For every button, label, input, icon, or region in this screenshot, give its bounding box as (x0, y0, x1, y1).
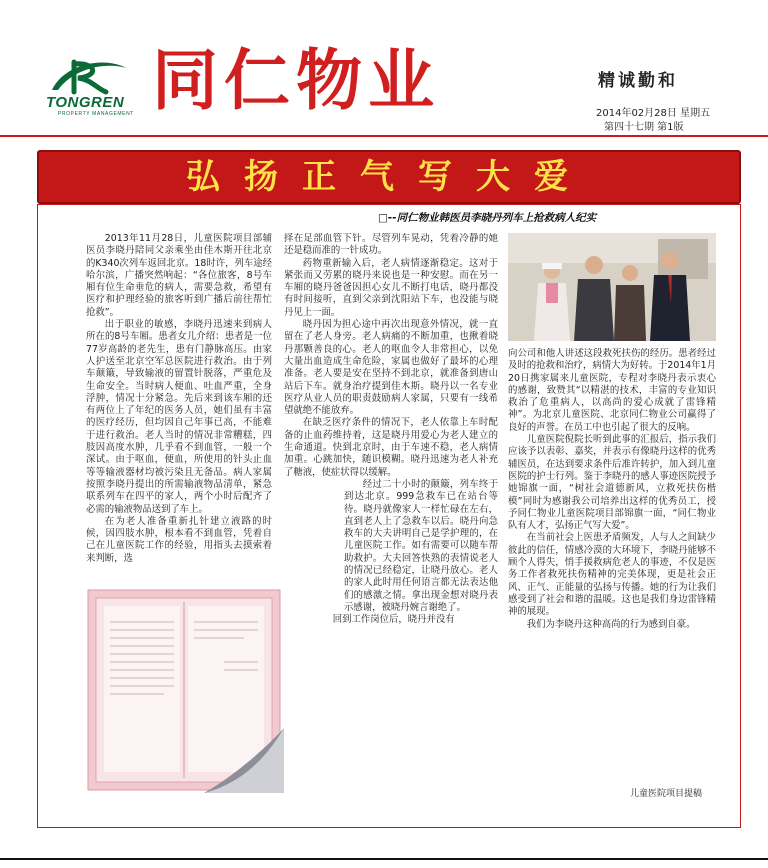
paragraph: 向公司和他人讲述这段救死扶伤的经历。患者经过及时的抢救和治疗，病情大为好转。于2014年1月20日携家属来儿童医院，专程对李晓丹表示衷心的感谢，致赞其“以精湛的技术，丰富的专业知识救治了危重病人，以高尚的爱心成就了雷锋精神”。为北京儿童医院、北京同仁物业公司赢得了良好的声誉。在员工中也引起了很大的反响。 (508, 348, 716, 433)
article-column-2 (284, 233, 498, 833)
masthead-divider (0, 135, 768, 137)
paragraph: 在缺乏医疗条件的情况下，老人依靠上车时配备的止血药维持着，这是晓丹用爱心为老人建立的生命通道。快到北京时，由于车速不稳，老人病情加重。心跳加快，随识模糊。晓丹迅速为老人补充了糖液，使症状得以缓解。 (284, 417, 498, 478)
thank-you-letter-image (84, 588, 284, 793)
issue-number: 第四十七期 第1版 (604, 122, 684, 133)
article-subtitle: □--同仁物业韩医员李晓丹列车上抢救病人纪实 (378, 212, 597, 224)
paragraph: 儿童医院倪院长听到此事的汇报后，指示我们应该予以表彰、嘉奖，并表示有像晓丹这样的优秀辅医员，在达到要求条件后准许转护，加入到儿童医院的护士行列。鉴于李晓丹的感人事迹医院授予她锦旗一面，“树社会道德新风，立救死扶伤楷模”同时为感谢我公司培养出这样的优秀员工，授予同仁物业儿童医院项目部锦旗一面，“同仁物业队有人才，弘扬正气写大爱”。 (508, 434, 716, 532)
article-column-1 (86, 233, 272, 583)
group-photo (508, 233, 716, 341)
motto: 精诚勤和 (598, 71, 678, 91)
paragraph: 择在足部血管下针。尽管列车晃动，凭着冷静的她还是稳而准的一针成功。 (284, 233, 498, 257)
headline-banner (37, 150, 741, 204)
paragraph: 我们为李晓丹这种高尚的行为感到自豪。 (526, 618, 696, 630)
issue-date: 2014年02月28日 星期五 (596, 108, 711, 119)
logo-subtext: PROPERTY MANAGEMENT (58, 111, 134, 117)
newspaper-title: 同仁物业 (152, 41, 440, 119)
article-column-3 (508, 348, 716, 748)
paragraph: 回到工作岗位后，晓丹并没有 (332, 614, 455, 626)
byline: 儿童医院项目提稿 (630, 789, 703, 799)
paragraph: 在当前社会上医患矛盾频发，人与人之间缺少彼此的信任，情感冷漠的大环境下，李晓丹能够不顾个人得失，悄手援救病危老人的事迹，不仅是医务工作者救死扶伤精神的完美体现，更是社会正风、正气、正能量的弘扬与传播。她的行为让我们感受到了社会和谐的温暖。这也是我们身边雷锋精神的展现。 (508, 532, 716, 618)
paragraph: 药物重新输入后，老人病情逐渐稳定。这对于紧张而又劳累的晓丹来说也是一种安慰。而在另一车厢的晓丹爸爸因担心女儿不断打电话，晓丹都没有时间接听，直到父亲到沈阳站下车，也没能与晓丹见上一面。 (284, 257, 498, 318)
paragraph: 2013年11月28日，儿童医院项目部辅医员李晓丹陪同父亲乘坐由佳木斯开往北京的K340次列车返回北京。18时许，列车途经哈尔滨，广播突然响起：“各位旅客，8号车厢有位生命垂危的病人，需要急救，希望有医疗和护理经验的旅客听到广播后前往帮忙抢救”。 (86, 233, 272, 318)
page-bottom-rule (0, 858, 768, 860)
paragraph: 经过二十小时的颠簸，列车终于到达北京。999急救车已在站台等待。晓丹就像家人一样忙碌在左右，直到老人上了急救车以后。晓丹向急救车的大夫讲明自己是学护理的，在儿童医院工作。如有需要可以随车帮助救护。大夫回答快熟的表情说老人的情况已经稳定，让晓丹放心。老人的家人此时用任何语言都无法表达他们的感激之情。拿出现金想对晓丹表示感谢，被晓丹婉言谢绝了。 (344, 478, 498, 613)
paragraph: 出于职业的敏感，李晓丹迅速来到病人所在的8号车厢。患者女儿介绍：患者是一位77岁高龄的老先生，患有门静脉高压。由家人护送至北京空军总医院进行救治。由于列车颠簸，导致输液的留置针脱落，严重危及生命安全。当时病人便血、吐血严重，全身浮肿，情况十分紧急。先后来到该车厢的还有两位上了年纪的医务人员，她们虽有丰富的医疗经历，但均因自己年事已高，不能难于进行救治。老人当时的情况非常糟糕，四肢因高度水肿，几乎看不到血管，一般一个深试。由于呕血，便血，所使用的针头止血等等输液器材均被污染且无备品。病人家属按照李晓丹提出的所需输液物品清单，紧急联系列车在四平的家人，两个小时后配齐了必需的输液物品送到了车上。 (86, 319, 272, 515)
headline: 弘扬正气写大爱 (186, 157, 592, 197)
logo-wordmark: TONGREN (46, 94, 125, 111)
paragraph: 晓丹因为担心途中再次出现意外情况，就一直留在了老人身旁。老人病痛的不断加重，也揪着晓丹那颗善良的心。老人的呕血令人非常担心，以免大量出血造成生命危险，家属也做好了最坏的心理准备。老人要是安在坚持不到北京，就准备到唐山站后下车。就身治疗提到佳木斯。晓丹以一名专业医疗从业人员的职责鼓励病人家属，只要有一线希望就绝不能放弃。 (284, 319, 498, 417)
paragraph: 在为老人准备重新扎针建立液路的时候，因四肢水肿，根本看不到血管，凭着自己在儿童医院工作的经验，用指头去摸索着来判断，选 (86, 515, 272, 564)
